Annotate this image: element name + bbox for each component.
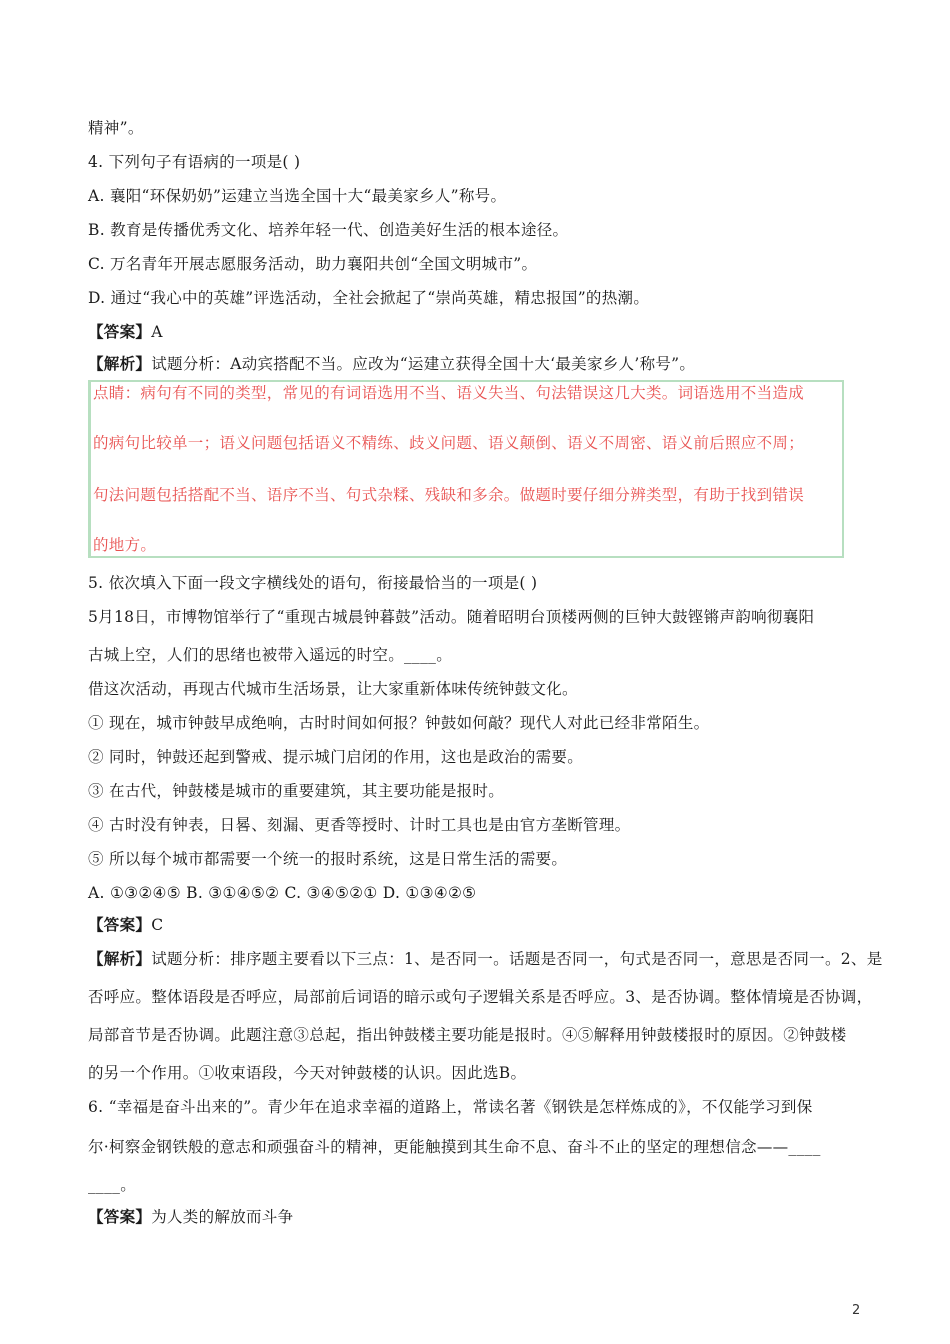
analysis-line: 局部音节是否协调。此题注意③总起，指出钟鼓楼主要功能是报时。④⑤解释用钟鼓楼报时的原因。②钟鼓楼	[88, 1026, 847, 1044]
answer-tag: 【答案】	[88, 915, 152, 934]
passage-line: 5月18日，市博物馆举行了“重现古城晨钟暮鼓”活动。随着昭明台顶楼两侧的巨钟大鼓铿锵声韵响彻襄阳	[88, 608, 815, 626]
question-5: 5. 依次填入下面一段文字横线处的语句，衔接最恰当的一项是( )	[88, 574, 538, 592]
answer-text: C	[151, 916, 164, 934]
option-b: B. 教育是传播优秀文化、培养年轻一代、创造美好生活的根本途径。	[88, 221, 569, 239]
analysis-line: 的另一个作用。①收束语段，今天对钟鼓楼的认识。因此选B。	[88, 1064, 527, 1082]
q6-answer	[88, 1206, 868, 1228]
tip-line: 的地方。	[93, 536, 157, 554]
question-4: 4. 下列句子有语病的一项是( )	[88, 153, 301, 171]
q4-answer	[88, 321, 868, 343]
tip-line: 句法问题包括搭配不当、语序不当、句式杂糅、残缺和多余。做题时要仔细分辨类型，有助于找到错误	[93, 486, 805, 504]
text-line: 精神”。	[88, 119, 144, 137]
sentence-3: ③ 在古代，钟鼓楼是城市的重要建筑，其主要功能是报时。	[88, 782, 505, 800]
question-6-line: ____。	[88, 1176, 137, 1194]
passage-line: 古城上空，人们的思绪也被带入遥远的时空。____。	[88, 646, 453, 664]
option-c: C. 万名青年开展志愿服务活动，助力襄阳共创“全国文明城市”。	[88, 255, 538, 273]
question-6-line: 尔·柯察金钢铁般的意志和顽强奋斗的精神，更能触摸到其生命不息、奋斗不止的坚定的理想信念——____	[88, 1138, 821, 1156]
passage-line: 借这次活动，再现古代城市生活场景，让大家重新体味传统钟鼓文化。	[88, 680, 578, 698]
sentence-5: ⑤ 所以每个城市都需要一个统一的报时系统，这是日常生活的需要。	[88, 850, 568, 868]
analysis-text: 试题分析：排序题主要看以下三点：1、是否同一。话题是否同一，句式是否同一，意思是否同一。2、是	[151, 950, 883, 968]
sentence-1: ① 现在，城市钟鼓早成绝响，古时时间如何报？钟鼓如何敲？现代人对此已经非常陌生。	[88, 714, 710, 732]
analysis-tag: 【解析】	[88, 354, 152, 373]
sentence-2: ② 同时，钟鼓还起到警戒、提示城门启闭的作用，这也是政治的需要。	[88, 748, 584, 766]
analysis-text: 试题分析：A动宾搭配不当。应改为“运建立获得全国十大‘最美家乡人’称号”。	[151, 355, 696, 373]
q5-answer	[88, 914, 868, 936]
q5-options: A. ①③②④⑤ B. ③①④⑤② C. ③④⑤②① D. ①③④②⑤	[88, 884, 477, 902]
page-number: 2	[852, 1303, 861, 1318]
sentence-4: ④ 古时没有钟表，日晷、刻漏、更香等授时、计时工具也是由官方垄断管理。	[88, 816, 631, 834]
question-6: 6. “幸福是奋斗出来的”。青少年在追求幸福的道路上，常读名著《钢铁是怎样炼成的》，不仅能学习到保	[88, 1098, 813, 1116]
tip-line: 的病句比较单一；语义问题包括语义不精练、歧义问题、语义颠倒、语义不周密、语义前后照应不周；	[93, 434, 805, 452]
q5-analysis	[88, 948, 883, 970]
q4-analysis	[88, 353, 868, 375]
analysis-line: 否呼应。整体语段是否呼应，局部前后词语的暗示或句子逻辑关系是否呼应。3、是否协调。整体情境是否协调，	[88, 988, 873, 1006]
analysis-tag: 【解析】	[88, 949, 152, 968]
answer-text: 为人类的解放而斗争	[151, 1208, 294, 1226]
answer-tag: 【答案】	[88, 322, 152, 341]
option-a: A. 襄阳“环保奶奶”运建立当选全国十大“最美家乡人”称号。	[88, 187, 507, 205]
answer-tag: 【答案】	[88, 1207, 152, 1226]
tip-box	[88, 380, 844, 558]
answer-text: A	[151, 323, 163, 341]
option-d: D. 通过“我心中的英雄”评选活动，全社会掀起了“崇尚英雄，精忠报国”的热潮。	[88, 289, 650, 307]
tip-line: 点睛：病句有不同的类型，常见的有词语选用不当、语义失当、句法错误这几大类。词语选用不当造成	[93, 384, 805, 402]
